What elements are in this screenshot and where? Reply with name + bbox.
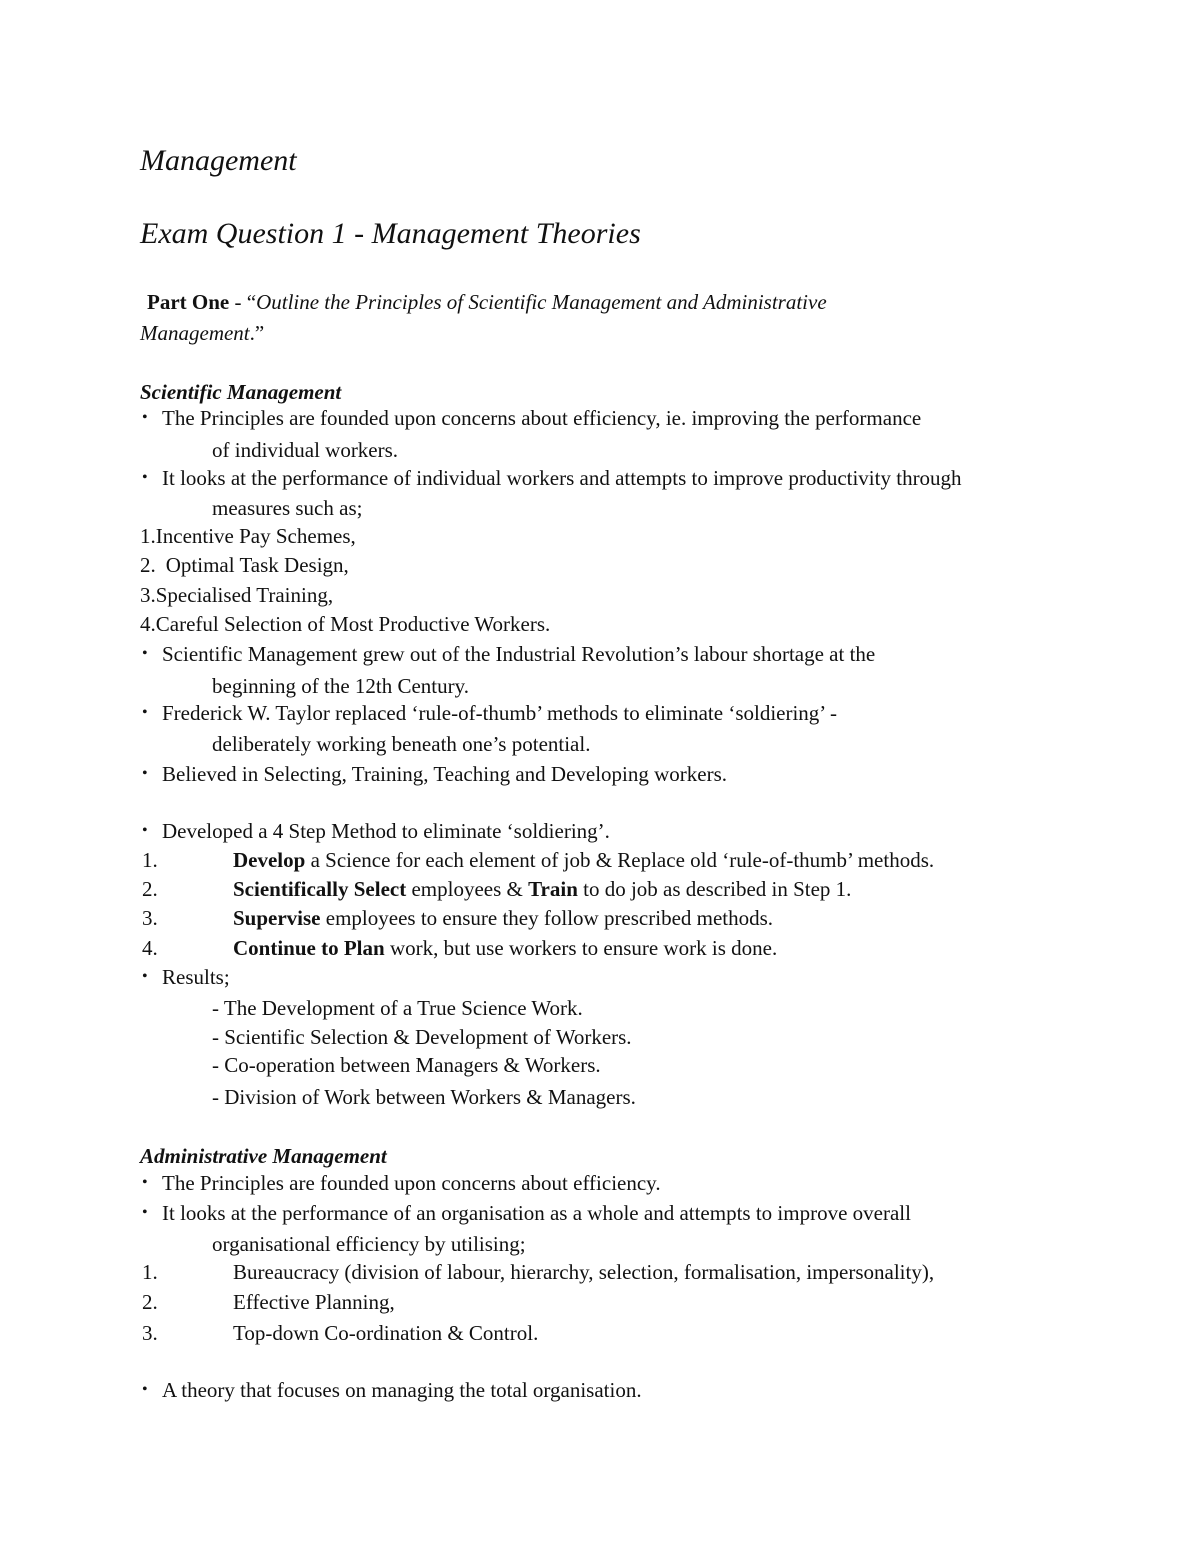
list-text: Specialised Training, bbox=[155, 583, 334, 607]
step-description: to do job as described in Step 1. bbox=[577, 877, 852, 901]
list-item bbox=[140, 611, 550, 637]
bullet-icon: • bbox=[142, 822, 148, 839]
document-title: Management bbox=[140, 144, 297, 177]
section-heading-administrative: Administrative Management bbox=[140, 1144, 387, 1168]
bullet-text: Scientific Management grew out of the Industrial Revolution’s labour shortage at the bbox=[162, 642, 876, 666]
bullet-text: The Principles are founded upon concerns about efficiency. bbox=[162, 1171, 661, 1195]
step-text bbox=[233, 876, 851, 902]
list-text: Optimal Task Design, bbox=[165, 553, 349, 577]
list-item bbox=[140, 523, 356, 549]
bullet-icon: • bbox=[142, 469, 148, 486]
result-item: - Division of Work between Workers & Managers. bbox=[212, 1085, 636, 1109]
bullet-icon: • bbox=[142, 968, 148, 985]
bullet-text-cont: measures such as; bbox=[212, 496, 363, 520]
bullet-text: Frederick W. Taylor replaced ‘rule-of-thumb’ methods to eliminate ‘soldiering’ - bbox=[162, 701, 837, 725]
result-item: - Co-operation between Managers & Workers. bbox=[212, 1053, 601, 1077]
question-text-line2: Management bbox=[140, 321, 250, 345]
bullet-text-cont: deliberately working beneath one’s potential. bbox=[212, 732, 591, 756]
part-one-label: Part One bbox=[147, 290, 230, 314]
list-number: 1. bbox=[140, 524, 156, 548]
bullet-text: Results; bbox=[162, 965, 230, 989]
step-number: 4. bbox=[142, 936, 158, 960]
step-keyword: Train bbox=[528, 877, 578, 901]
list-number: 1. bbox=[142, 1260, 158, 1284]
bullet-text-cont: of individual workers. bbox=[212, 438, 399, 462]
list-number: 2. bbox=[140, 553, 156, 577]
step-keyword: Scientifically Select bbox=[233, 877, 407, 901]
bullet-text: It looks at the performance of individual workers and attempts to improve productivity through bbox=[162, 466, 962, 490]
bullet-icon: • bbox=[142, 1174, 148, 1191]
bullet-icon: • bbox=[142, 409, 148, 426]
step-number: 3. bbox=[142, 906, 158, 930]
question-text-line1: Outline the Principles of Scientific Management and Administrative bbox=[256, 290, 827, 314]
step-text bbox=[233, 905, 773, 931]
bullet-text: The Principles are founded upon concerns about efficiency, ie. improving the performance bbox=[162, 406, 922, 430]
part-one-question-cont bbox=[140, 320, 264, 346]
bullet-text: Developed a 4 Step Method to eliminate ‘soldiering’. bbox=[162, 819, 610, 843]
list-text: Effective Planning, bbox=[233, 1290, 395, 1314]
step-keyword: Continue to Plan bbox=[233, 936, 385, 960]
bullet-icon: • bbox=[142, 1381, 148, 1398]
list-item bbox=[140, 552, 349, 578]
document-subtitle: Exam Question 1 - Management Theories bbox=[140, 217, 641, 250]
result-item: - Scientific Selection & Development of Workers. bbox=[212, 1025, 632, 1049]
step-description: employees to ensure they follow prescribed methods. bbox=[320, 906, 774, 930]
list-text: Incentive Pay Schemes, bbox=[155, 524, 356, 548]
list-number: 3. bbox=[142, 1321, 158, 1345]
part-one-separator: - “ bbox=[229, 290, 257, 314]
bullet-text-cont: organisational efficiency by utilising; bbox=[212, 1232, 526, 1256]
list-item bbox=[140, 582, 333, 608]
question-end: .” bbox=[249, 321, 265, 345]
bullet-text: It looks at the performance of an organisation as a whole and attempts to improve overall bbox=[162, 1201, 911, 1225]
step-number: 2. bbox=[142, 877, 158, 901]
bullet-text-cont: beginning of the 12th Century. bbox=[212, 674, 470, 698]
list-text: Bureaucracy (division of labour, hierarchy, selection, formalisation, impersonality), bbox=[233, 1260, 935, 1284]
list-number: 4. bbox=[140, 612, 156, 636]
step-keyword: Supervise bbox=[233, 906, 321, 930]
bullet-text: Believed in Selecting, Training, Teaching and Developing workers. bbox=[162, 762, 728, 786]
step-text bbox=[233, 935, 777, 961]
step-keyword: Develop bbox=[233, 848, 306, 872]
bullet-icon: • bbox=[142, 1204, 148, 1221]
list-text: Careful Selection of Most Productive Workers. bbox=[155, 612, 551, 636]
part-one-question bbox=[147, 289, 827, 315]
bullet-icon: • bbox=[142, 765, 148, 782]
bullet-text: A theory that focuses on managing the total organisation. bbox=[162, 1378, 642, 1402]
bullet-icon: • bbox=[142, 704, 148, 721]
list-text: Top-down Co-ordination & Control. bbox=[233, 1321, 539, 1345]
step-text bbox=[233, 847, 934, 873]
section-heading-scientific: Scientific Management bbox=[140, 380, 342, 404]
step-description: employees & bbox=[406, 877, 529, 901]
list-number: 3. bbox=[140, 583, 156, 607]
step-description: a Science for each element of job & Replace old ‘rule-of-thumb’ methods. bbox=[305, 848, 935, 872]
result-item: - The Development of a True Science Work. bbox=[212, 996, 583, 1020]
step-description: work, but use workers to ensure work is done. bbox=[384, 936, 778, 960]
list-number: 2. bbox=[142, 1290, 158, 1314]
bullet-icon: • bbox=[142, 645, 148, 662]
step-number: 1. bbox=[142, 848, 158, 872]
